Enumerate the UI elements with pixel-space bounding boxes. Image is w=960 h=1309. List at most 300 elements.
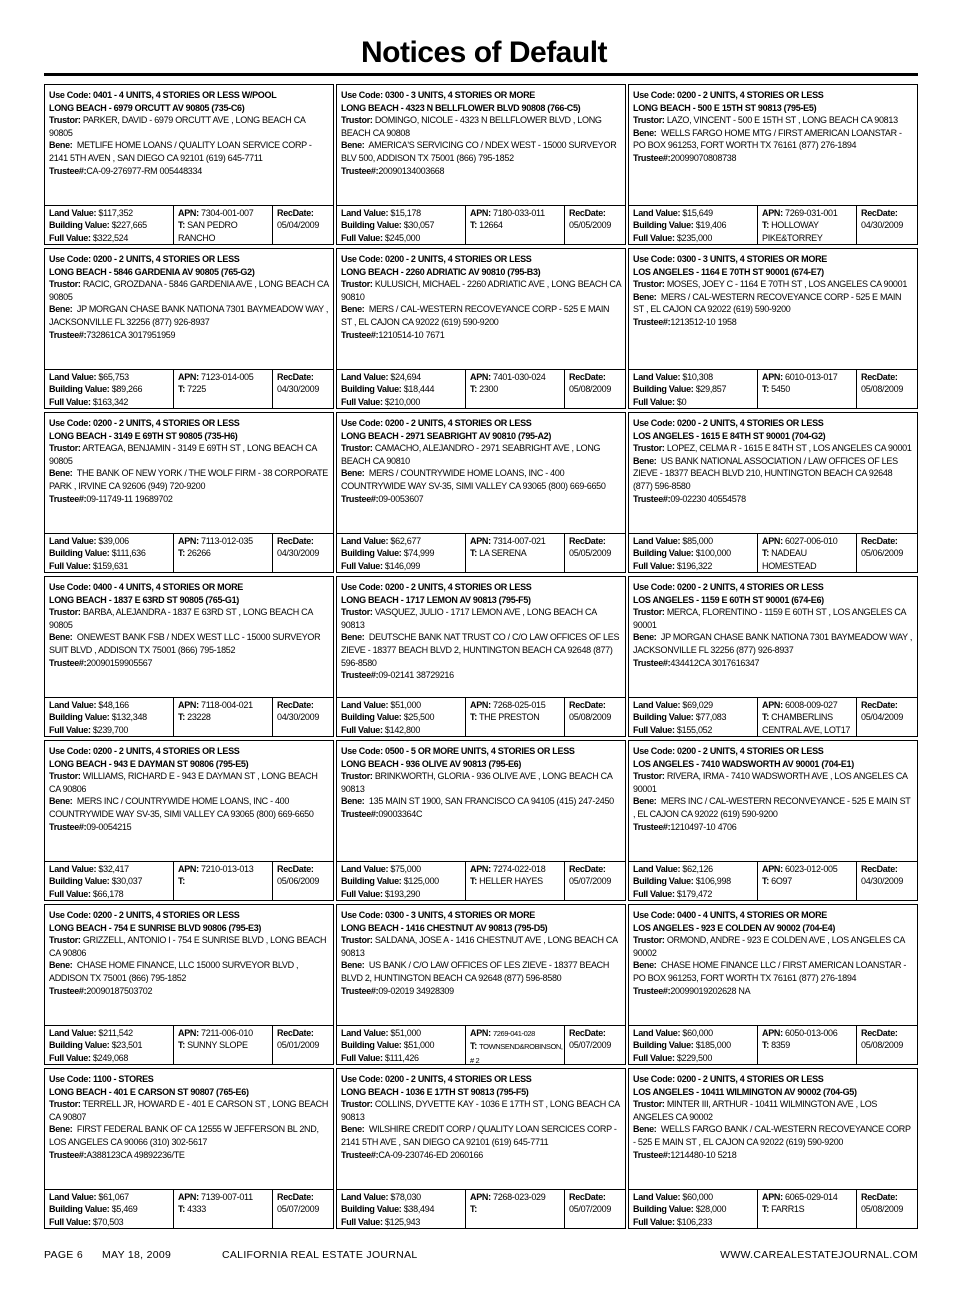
tract-value: 26266 bbox=[187, 548, 211, 559]
values-column bbox=[629, 370, 757, 408]
trustee-label: Trustee#: bbox=[633, 1149, 671, 1160]
tract-label: T: bbox=[470, 712, 477, 723]
building-value-label: Building Value: bbox=[633, 876, 694, 887]
recdate-label-line bbox=[861, 699, 917, 711]
tract-value: 2300 bbox=[479, 384, 498, 395]
full-value-line bbox=[49, 1052, 173, 1064]
recdate-label-line bbox=[569, 699, 625, 711]
apn-value: 6027-006-010 bbox=[785, 536, 838, 546]
full-value-label: Full Value: bbox=[49, 560, 91, 571]
bene-label: Bene: bbox=[341, 796, 365, 807]
building-value-label: Building Value: bbox=[633, 712, 694, 723]
property-address: LONG BEACH - 4323 N BELLFLOWER BLVD 90808 (766-C5) bbox=[341, 102, 581, 113]
tract-line bbox=[762, 383, 856, 395]
bene-value: 135 MAIN ST 1900, SAN FRANCISCO CA 94105 (415) 247-2450 bbox=[368, 796, 614, 807]
building-value: $25,500 bbox=[403, 712, 435, 723]
land-value-label: Land Value: bbox=[633, 700, 681, 710]
notice-values-row bbox=[337, 1025, 625, 1064]
land-value-line bbox=[633, 207, 757, 219]
trustor-line bbox=[49, 114, 329, 139]
full-value: $235,000 bbox=[676, 232, 713, 243]
tract-value: SUNNY SLOPE bbox=[187, 1040, 248, 1051]
recdate-label-line bbox=[569, 1191, 625, 1203]
trustor-value: PARKER, DAVID - 6979 ORCUTT AVE , LONG BEACH CA 90805 bbox=[49, 115, 306, 138]
values-column bbox=[45, 534, 173, 572]
tract-label: T: bbox=[178, 548, 185, 559]
full-value: $163,342 bbox=[92, 396, 129, 407]
land-value-label: Land Value: bbox=[49, 372, 97, 382]
notice-body bbox=[45, 905, 333, 1027]
building-value-line bbox=[49, 547, 173, 559]
land-value: $85,000 bbox=[682, 536, 713, 546]
building-value: $227,665 bbox=[111, 220, 147, 231]
notice-card bbox=[336, 84, 626, 245]
recdate-label-line bbox=[569, 863, 625, 875]
trustee-label: Trustee#: bbox=[633, 493, 671, 504]
land-value: $65,753 bbox=[98, 372, 129, 382]
use-code: Use Code: 0200 - 2 UNITS, 4 STORIES OR LESS bbox=[49, 254, 240, 264]
building-value-line bbox=[633, 875, 757, 887]
notice-body bbox=[45, 249, 333, 371]
property-address: LONG BEACH - 5846 GARDENIA AV 90805 (765-G2) bbox=[49, 266, 255, 277]
land-value-label: Land Value: bbox=[633, 1028, 681, 1038]
apn-value: 7268-023-029 bbox=[493, 1192, 546, 1202]
recdate-label: RecDate: bbox=[861, 208, 898, 218]
apn-label: APN: bbox=[178, 208, 199, 218]
values-column bbox=[337, 370, 465, 408]
recdate-value: 05/07/2009 bbox=[277, 1204, 320, 1215]
trustor-label: Trustor: bbox=[341, 1099, 373, 1110]
full-value-line bbox=[341, 888, 465, 900]
trustor-line bbox=[341, 934, 621, 959]
trustor-value: CAMACHO, ALEJANDRO - 2971 SEABRIGHT AVE , LONG BEACH CA 90810 bbox=[341, 443, 601, 466]
building-value-line bbox=[49, 875, 173, 887]
land-value: $32,417 bbox=[98, 864, 129, 874]
notice-values-row bbox=[629, 1025, 917, 1064]
tract-line bbox=[470, 383, 564, 395]
land-value: $48,166 bbox=[98, 700, 129, 710]
notice-values-row bbox=[629, 205, 917, 244]
trustee-value: CA-09-230746-ED 2060166 bbox=[378, 1149, 484, 1160]
recdate-label-line bbox=[277, 1027, 333, 1039]
trustee-value: 20099070808738 bbox=[670, 152, 737, 163]
full-value: $142,800 bbox=[384, 724, 421, 735]
trustee-value: 1210497-10 4706 bbox=[670, 821, 737, 832]
apn-label: APN: bbox=[178, 536, 199, 546]
trustee-line bbox=[341, 165, 621, 178]
notice-card bbox=[336, 576, 626, 737]
tract-label: T: bbox=[178, 1040, 185, 1051]
building-value-line bbox=[633, 711, 757, 723]
apn-value: 6010-013-017 bbox=[785, 372, 838, 382]
notice-card bbox=[44, 248, 334, 409]
apn-value: 7118-004-021 bbox=[201, 700, 253, 710]
trustee-line bbox=[49, 657, 329, 670]
building-value: $106,998 bbox=[695, 876, 731, 887]
land-value: $117,352 bbox=[98, 208, 133, 218]
full-value-label: Full Value: bbox=[633, 232, 675, 243]
land-value: $62,126 bbox=[682, 864, 713, 874]
tract-label: T: bbox=[762, 1040, 769, 1051]
building-value-label: Building Value: bbox=[341, 712, 402, 723]
bene-label: Bene: bbox=[341, 468, 365, 479]
trustee-line bbox=[341, 1149, 621, 1162]
notice-body bbox=[629, 249, 917, 371]
full-value: $229,500 bbox=[676, 1052, 713, 1063]
recdate-label-line bbox=[861, 863, 917, 875]
land-value: $15,178 bbox=[390, 208, 421, 218]
recdate-column bbox=[856, 862, 917, 900]
land-value-line bbox=[341, 371, 465, 383]
bene-label: Bene: bbox=[49, 468, 73, 479]
apn-value: 7113-012-035 bbox=[201, 536, 253, 546]
building-value: $51,000 bbox=[403, 1040, 435, 1051]
recdate-label-line bbox=[861, 535, 917, 547]
tract-label: T: bbox=[762, 548, 769, 559]
recdate-label: RecDate: bbox=[569, 372, 606, 382]
apn-value: 7268-025-015 bbox=[493, 700, 546, 710]
land-value-line bbox=[341, 1191, 465, 1203]
tract-value: FARR1S bbox=[771, 1204, 805, 1215]
notice-card bbox=[336, 248, 626, 409]
bene-label: Bene: bbox=[633, 796, 657, 807]
building-value: $125,000 bbox=[403, 876, 439, 887]
trustee-label: Trustee#: bbox=[633, 657, 671, 668]
full-value-line bbox=[49, 396, 173, 408]
recdate-label: RecDate: bbox=[277, 208, 314, 218]
values-column bbox=[45, 698, 173, 736]
trustor-label: Trustor: bbox=[633, 279, 665, 290]
notice-body bbox=[629, 741, 917, 863]
tract-label: T: bbox=[178, 712, 185, 723]
bene-label: Bene: bbox=[49, 632, 73, 643]
recdate-label-line bbox=[277, 1191, 333, 1203]
recdate-column bbox=[272, 862, 333, 900]
recdate-value: 05/04/2009 bbox=[277, 220, 320, 231]
trustor-label: Trustor: bbox=[633, 935, 665, 946]
bene-label: Bene: bbox=[49, 304, 73, 315]
land-value-label: Land Value: bbox=[49, 208, 97, 218]
notice-body bbox=[337, 577, 625, 699]
values-column bbox=[337, 1190, 465, 1228]
property-address: LONG BEACH - 401 E CARSON ST 90807 (765-E6) bbox=[49, 1086, 249, 1097]
land-value-label: Land Value: bbox=[341, 536, 389, 546]
notice-values-row bbox=[45, 697, 333, 736]
use-code: Use Code: 0300 - 3 UNITS, 4 STORIES OR MORE bbox=[633, 254, 827, 264]
notice-body bbox=[629, 413, 917, 535]
land-value-label: Land Value: bbox=[341, 700, 389, 710]
building-value-label: Building Value: bbox=[49, 876, 110, 887]
trustor-value: RACIC, GROZDANA - 5846 GARDENIA AVE , LONG BEACH CA 90805 bbox=[49, 279, 329, 302]
tract-line bbox=[178, 219, 272, 244]
footer-journal-name: CALIFORNIA REAL ESTATE JOURNAL bbox=[222, 1249, 418, 1261]
building-value-line bbox=[633, 547, 757, 559]
trustor-label: Trustor: bbox=[49, 115, 81, 126]
trustee-value: 20099019202628 NA bbox=[670, 985, 751, 996]
trustee-value: A388123CA 49892236/TE bbox=[86, 1149, 185, 1160]
use-code: Use Code: 1100 - STORES bbox=[49, 1074, 154, 1084]
full-value-line bbox=[633, 888, 757, 900]
recdate-value: 05/04/2009 bbox=[861, 712, 904, 723]
tract-label: T: bbox=[762, 1204, 769, 1215]
apn-line bbox=[178, 371, 272, 383]
building-value: $100,000 bbox=[695, 548, 731, 559]
trustee-label: Trustee#: bbox=[49, 329, 87, 340]
apn-column bbox=[173, 862, 272, 900]
apn-line bbox=[470, 207, 564, 219]
apn-value: 6050-013-006 bbox=[785, 1028, 838, 1038]
land-value-line bbox=[633, 535, 757, 547]
notice-values-row bbox=[45, 1189, 333, 1228]
bene-line bbox=[633, 455, 913, 493]
recdate-label-line bbox=[277, 207, 333, 219]
apn-column bbox=[757, 862, 856, 900]
notice-card bbox=[44, 576, 334, 737]
tract-label: T: bbox=[470, 384, 477, 395]
recdate-label: RecDate: bbox=[569, 700, 606, 710]
land-value: $51,000 bbox=[390, 700, 421, 710]
property-address: LOS ANGELES - 923 E COLDEN AV 90002 (704-E4) bbox=[633, 922, 836, 933]
apn-value: 7314-007-021 bbox=[493, 536, 546, 546]
recdate-value: 05/06/2009 bbox=[277, 876, 320, 887]
building-value-label: Building Value: bbox=[341, 1040, 402, 1051]
land-value-line bbox=[49, 207, 173, 219]
full-value: $155,052 bbox=[676, 724, 713, 735]
land-value-line bbox=[341, 863, 465, 875]
apn-label: APN: bbox=[470, 700, 491, 710]
recdate-value: 05/07/2009 bbox=[569, 1204, 612, 1215]
trustor-value: SALDANA, JOSE A - 1416 CHESTNUT AVE , LONG BEACH CA 90813 bbox=[341, 935, 618, 958]
apn-line bbox=[178, 863, 272, 875]
building-value: $28,000 bbox=[695, 1204, 727, 1215]
tract-value: 23228 bbox=[187, 712, 211, 723]
notice-card bbox=[628, 84, 918, 245]
bene-value: JP MORGAN CHASE BANK NATIONA 7301 BAYMEADOW WAY , JACKSONVILLE FL 32256 (877) 926-8937 bbox=[633, 632, 913, 655]
values-column bbox=[629, 862, 757, 900]
apn-value: 7269-031-001 bbox=[785, 208, 838, 218]
recdate-column bbox=[272, 534, 333, 572]
building-value: $29,857 bbox=[695, 384, 727, 395]
tract-value: HELLER HAYES bbox=[479, 876, 543, 887]
apn-value: 6065-029-014 bbox=[785, 1192, 838, 1202]
use-code: Use Code: 0200 - 2 UNITS, 4 STORIES OR LESS bbox=[341, 1074, 532, 1084]
building-value-label: Building Value: bbox=[341, 384, 402, 395]
use-code: Use Code: 0401 - 4 UNITS, 4 STORIES OR LESS W/POOL bbox=[49, 90, 277, 100]
trustee-line bbox=[49, 985, 329, 998]
trustor-value: ARTEAGA, BENJAMIN - 3149 E 69TH ST , LONG BEACH CA 90805 bbox=[49, 443, 317, 466]
recdate-label-line bbox=[861, 1191, 917, 1203]
recdate-value: 05/06/2009 bbox=[861, 548, 904, 559]
building-value-line bbox=[341, 383, 465, 395]
apn-column bbox=[465, 206, 564, 244]
recdate-column bbox=[564, 698, 625, 736]
trustee-label: Trustee#: bbox=[633, 985, 671, 996]
tract-line bbox=[178, 383, 272, 395]
land-value-line bbox=[49, 1027, 173, 1039]
trustee-line bbox=[633, 1149, 913, 1162]
tract-value: TOWNSEND&ROBINSON, # 2 bbox=[470, 1042, 563, 1064]
trustor-label: Trustor: bbox=[341, 607, 373, 618]
trustee-value: CA-09-276977-RM 005448334 bbox=[86, 165, 202, 176]
bene-label: Bene: bbox=[49, 960, 73, 971]
recdate-label: RecDate: bbox=[277, 1028, 314, 1038]
recdate-column bbox=[564, 534, 625, 572]
notice-body bbox=[45, 85, 333, 207]
tract-value: HOLLOWAY PIKE&TORREY bbox=[762, 220, 823, 243]
tract-label: T: bbox=[762, 876, 769, 887]
building-value-line bbox=[341, 547, 465, 559]
bene-line bbox=[633, 127, 913, 152]
recdate-value: 05/01/2009 bbox=[277, 1040, 320, 1051]
notice-body bbox=[629, 577, 917, 699]
full-value-line bbox=[49, 888, 173, 900]
land-value: $51,000 bbox=[390, 1028, 421, 1038]
apn-label: APN: bbox=[470, 864, 491, 874]
trustor-line bbox=[341, 114, 621, 139]
recdate-label: RecDate: bbox=[569, 864, 606, 874]
trustee-line bbox=[633, 316, 913, 329]
apn-column bbox=[465, 862, 564, 900]
trustee-value: 20090187503702 bbox=[86, 985, 153, 996]
trustor-value: MERCA, FLORENTINO - 1159 E 60TH ST , LOS ANGELES CA 90001 bbox=[633, 607, 906, 630]
tract-line bbox=[762, 219, 856, 244]
trustor-line bbox=[49, 278, 329, 303]
apn-line bbox=[178, 699, 272, 711]
bene-line bbox=[633, 291, 913, 316]
apn-value: 7123-014-005 bbox=[201, 372, 254, 382]
bene-label: Bene: bbox=[633, 960, 657, 971]
bene-label: Bene: bbox=[341, 140, 365, 151]
building-value-label: Building Value: bbox=[49, 220, 110, 231]
land-value: $60,000 bbox=[682, 1192, 713, 1202]
trustor-value: LAZO, VINCENT - 500 E 15TH ST , LONG BEACH CA 90813 bbox=[666, 115, 898, 126]
building-value-line bbox=[633, 1039, 757, 1051]
values-column bbox=[337, 534, 465, 572]
trustee-value: 20090159905567 bbox=[86, 657, 153, 668]
apn-label: APN: bbox=[178, 372, 199, 382]
apn-line bbox=[470, 699, 564, 711]
tract-label: T: bbox=[762, 712, 769, 723]
recdate-label-line bbox=[277, 863, 333, 875]
recdate-label-line bbox=[569, 207, 625, 219]
apn-column bbox=[757, 534, 856, 572]
recdate-label: RecDate: bbox=[277, 700, 314, 710]
property-address: LONG BEACH - 1837 E 63RD ST 90805 (765-G1) bbox=[49, 594, 239, 605]
building-value-label: Building Value: bbox=[633, 1040, 694, 1051]
recdate-value: 04/30/2009 bbox=[277, 384, 320, 395]
tract-line bbox=[470, 711, 564, 723]
apn-column bbox=[173, 534, 272, 572]
notice-body bbox=[337, 85, 625, 207]
building-value-line bbox=[341, 219, 465, 231]
trustor-value: BRINKWORTH, GLORIA - 936 OLIVE AVE , LONG BEACH CA 90813 bbox=[341, 771, 613, 794]
bene-value: DEUTSCHE BANK NAT TRUST CO / C/O LAW OFFICES OF LES ZIEVE - 18377 BEACH BLVD 2, HUNTINGTON BEACH CA 92648 (877) 596-8580 bbox=[341, 632, 620, 668]
notice-card bbox=[628, 248, 918, 409]
notice-body bbox=[337, 249, 625, 371]
apn-label: APN: bbox=[762, 536, 783, 546]
trustee-line bbox=[633, 657, 913, 670]
bene-value: MERS INC / CAL-WESTERN RECONVEYANCE - 525 E MAIN ST , EL CAJON CA 92022 (619) 590-9200 bbox=[633, 796, 911, 819]
apn-value: 6023-012-005 bbox=[785, 864, 838, 874]
tract-label: T: bbox=[178, 876, 185, 887]
full-value-label: Full Value: bbox=[49, 888, 91, 899]
bene-line bbox=[49, 795, 329, 820]
land-value-line bbox=[49, 371, 173, 383]
trustor-line bbox=[341, 442, 621, 467]
recdate-label: RecDate: bbox=[861, 536, 898, 546]
building-value-line bbox=[49, 219, 173, 231]
tract-line bbox=[470, 547, 564, 559]
recdate-column bbox=[564, 862, 625, 900]
land-value-line bbox=[633, 699, 757, 711]
notice-body bbox=[337, 413, 625, 535]
recdate-label-line bbox=[861, 207, 917, 219]
notice-body bbox=[45, 413, 333, 535]
tract-value: THE PRESTON bbox=[478, 712, 540, 723]
building-value-label: Building Value: bbox=[341, 548, 402, 559]
notice-values-row bbox=[45, 369, 333, 408]
bene-value: AMERICA'S SERVICING CO / NDEX WEST - 15000 SURVEYOR BLV 500, ADDISON TX 75001 (866) 795-1852 bbox=[341, 140, 617, 163]
recdate-label-line bbox=[569, 371, 625, 383]
land-value: $61,067 bbox=[98, 1192, 129, 1202]
trustee-value: 1210514-10 7671 bbox=[378, 329, 445, 340]
apn-line bbox=[470, 863, 564, 875]
full-value-label: Full Value: bbox=[49, 724, 91, 735]
apn-value: 7401-030-024 bbox=[493, 372, 546, 382]
recdate-label: RecDate: bbox=[277, 372, 314, 382]
property-address: LOS ANGELES - 1159 E 60TH ST 90001 (674-E6) bbox=[633, 594, 824, 605]
trustee-value: 09-02230 40554578 bbox=[670, 493, 746, 504]
apn-label: APN: bbox=[762, 1028, 783, 1038]
tract-value: 5450 bbox=[771, 384, 790, 395]
bene-line bbox=[341, 959, 621, 984]
trustor-value: DOMINGO, NICOLE - 4323 N BELLFLOWER BLVD , LONG BEACH CA 90808 bbox=[341, 115, 602, 138]
land-value-line bbox=[341, 535, 465, 547]
building-value-line bbox=[341, 711, 465, 723]
property-address: LONG BEACH - 943 E DAYMAN ST 90806 (795-E5) bbox=[49, 758, 249, 769]
building-value: $30,057 bbox=[403, 220, 435, 231]
trustee-label: Trustee#: bbox=[633, 316, 671, 327]
recdate-column bbox=[564, 206, 625, 244]
building-value: $77,083 bbox=[695, 712, 727, 723]
tract-line bbox=[178, 711, 272, 723]
building-value: $19,406 bbox=[695, 220, 727, 231]
bene-value: FIRST FEDERAL BANK OF CA 12555 W JEFFERSON BL 2ND, LOS ANGELES CA 90066 (310) 302-5617 bbox=[49, 1124, 319, 1147]
recdate-value: 05/08/2009 bbox=[861, 384, 904, 395]
trustor-label: Trustor: bbox=[633, 1099, 665, 1110]
trustor-value: GRIZZELL, ANTONIO I - 754 E SUNRISE BLVD , LONG BEACH CA 90806 bbox=[49, 935, 327, 958]
trustee-value: 1214480-10 5218 bbox=[670, 1149, 737, 1160]
full-value-line bbox=[633, 1052, 757, 1064]
full-value-label: Full Value: bbox=[633, 1216, 675, 1227]
trustor-line bbox=[341, 278, 621, 303]
building-value-line bbox=[341, 875, 465, 887]
bene-label: Bene: bbox=[633, 127, 657, 138]
building-value: $132,348 bbox=[111, 712, 147, 723]
building-value: $74,999 bbox=[403, 548, 435, 559]
trustee-value: 09003364C bbox=[378, 808, 423, 819]
notice-body bbox=[629, 905, 917, 1027]
trustee-line bbox=[49, 165, 329, 178]
land-value-line bbox=[49, 863, 173, 875]
notice-values-row bbox=[629, 1189, 917, 1228]
footer-website: WWW.CAREALESTATEJOURNAL.COM bbox=[720, 1249, 918, 1261]
tract-label: T: bbox=[470, 220, 477, 231]
bene-line bbox=[341, 795, 621, 808]
land-value-line bbox=[341, 1027, 465, 1039]
apn-line bbox=[762, 1191, 856, 1203]
bene-label: Bene: bbox=[49, 140, 73, 151]
